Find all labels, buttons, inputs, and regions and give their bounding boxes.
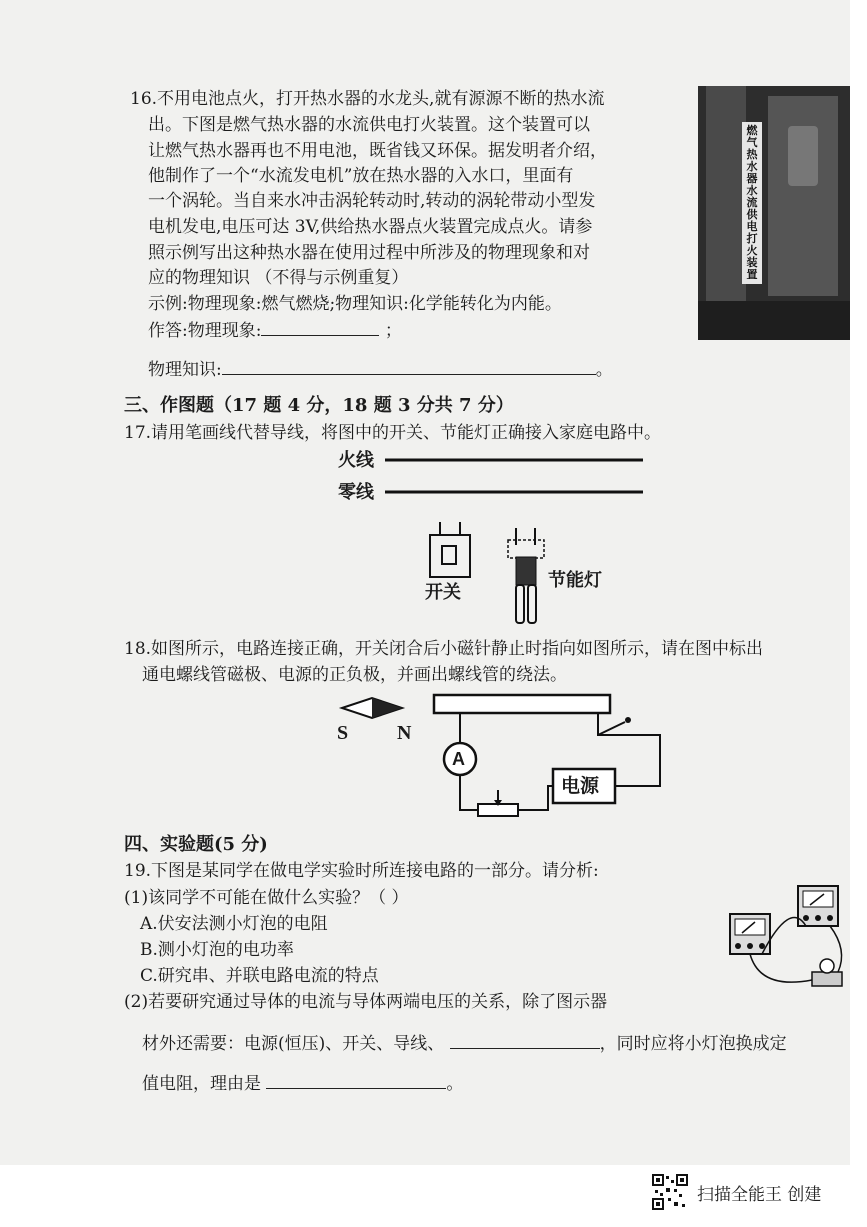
q19-part2: (2)若要研究通过导体的电流与导体两端电压的关系，除了图示器 — [124, 992, 608, 1012]
needle-s-label: S — [337, 722, 349, 744]
qr-code-icon — [652, 1174, 688, 1210]
q16-line-3: 让燃气热水器再也不用电池，既省钱又环保。据发明者介绍， — [148, 141, 607, 161]
q18-line-1: 18.如图所示，电路连接正确，开关闭合后小磁针静止时指向如图所示，请在图中标出 — [124, 639, 764, 659]
q16-line-4: 他制作了一个“水流发电机”放在热水器的入水口，里面有 — [148, 166, 574, 186]
q19-part2-cont: 材外还需要：电源(恒压)、开关、导线、 — [142, 1034, 445, 1054]
q18-line-2: 通电螺线管磁极、电源的正负极，并画出螺线管的绕法。 — [142, 665, 567, 685]
q19-option-a: A.伏安法测小灯泡的电阻 — [140, 914, 328, 934]
voltmeter-icon — [730, 914, 770, 954]
switch-label: 开关 — [425, 582, 461, 603]
photo-caption: 燃气热水器水流供电打火装置 — [742, 122, 762, 284]
q19-period: 。 — [446, 1074, 464, 1094]
q19-option-c: C.研究串、并联电路电流的特点 — [140, 966, 379, 986]
q19-part2-tail: ，同时应将小灯泡换成定 — [599, 1034, 787, 1054]
ammeter-icon — [798, 886, 838, 926]
power-label: 电源 — [561, 775, 600, 797]
q19-equipment-blank[interactable] — [450, 1030, 600, 1049]
section3-title: 三、作图题（17 题 4 分，18 题 3 分共 7 分） — [124, 395, 514, 416]
ammeter-label: A — [452, 749, 465, 769]
bulb-holder-icon — [812, 959, 842, 986]
q16-line-1: 16.不用电池点火，打开热水器的水龙头,就有源源不断的热水流 — [130, 89, 605, 109]
q16-line-6: 电机发电,电压可达 3V,供给热水器点火装置完成点火。请参 — [148, 217, 593, 237]
q16-answer-knowledge-label: 物理知识: — [148, 360, 222, 380]
q16-line-8: 应的物理知识 （不得与示例重复） — [148, 268, 409, 288]
needle-n-label: N — [397, 722, 412, 744]
q16-line-2: 出。下图是燃气热水器的水流供电打火装置。这个装置可以 — [148, 115, 590, 135]
q16-answer-phenomenon-label: 作答:物理现象: — [148, 321, 262, 341]
scanner-footer — [0, 1165, 867, 1227]
neutral-wire-label: 零线 — [338, 482, 374, 503]
q19-intro: 19.下图是某同学在做电学实验时所连接电路的一部分。请分析: — [124, 861, 599, 881]
q16-example: 示例:物理现象:燃气燃烧;物理知识:化学能转化为内能。 — [148, 294, 562, 314]
q16-line-5: 一个涡轮。当自来水冲击涡轮转动时,转动的涡轮带动小型发 — [148, 191, 596, 211]
q19-part2-cont-row — [142, 1030, 787, 1057]
q16-semicolon: ； — [384, 321, 402, 341]
q19-part2-last: 值电阻，理由是 — [142, 1074, 261, 1094]
q19-part2-last-row — [142, 1070, 463, 1097]
scanner-brand-text: 扫描全能王 创建 — [697, 1185, 822, 1205]
q19-reason-blank[interactable] — [266, 1070, 446, 1089]
live-wire-label: 火线 — [338, 450, 374, 471]
lamp-label: 节能灯 — [548, 570, 602, 591]
q19-option-b: B.测小灯泡的电功率 — [140, 940, 294, 960]
q19-part1: (1)该同学不可能在做什么实验？（ ） — [124, 888, 409, 908]
q16-period: 。 — [595, 360, 613, 380]
q17-text: 17.请用笔画线代替导线，将图中的开关、节能灯正确接入家庭电路中。 — [124, 423, 662, 443]
section4-title: 四、实验题(5 分) — [124, 834, 268, 855]
q16-line-7: 照示例写出这种热水器在使用过程中所涉及的物理现象和对 — [148, 243, 590, 263]
